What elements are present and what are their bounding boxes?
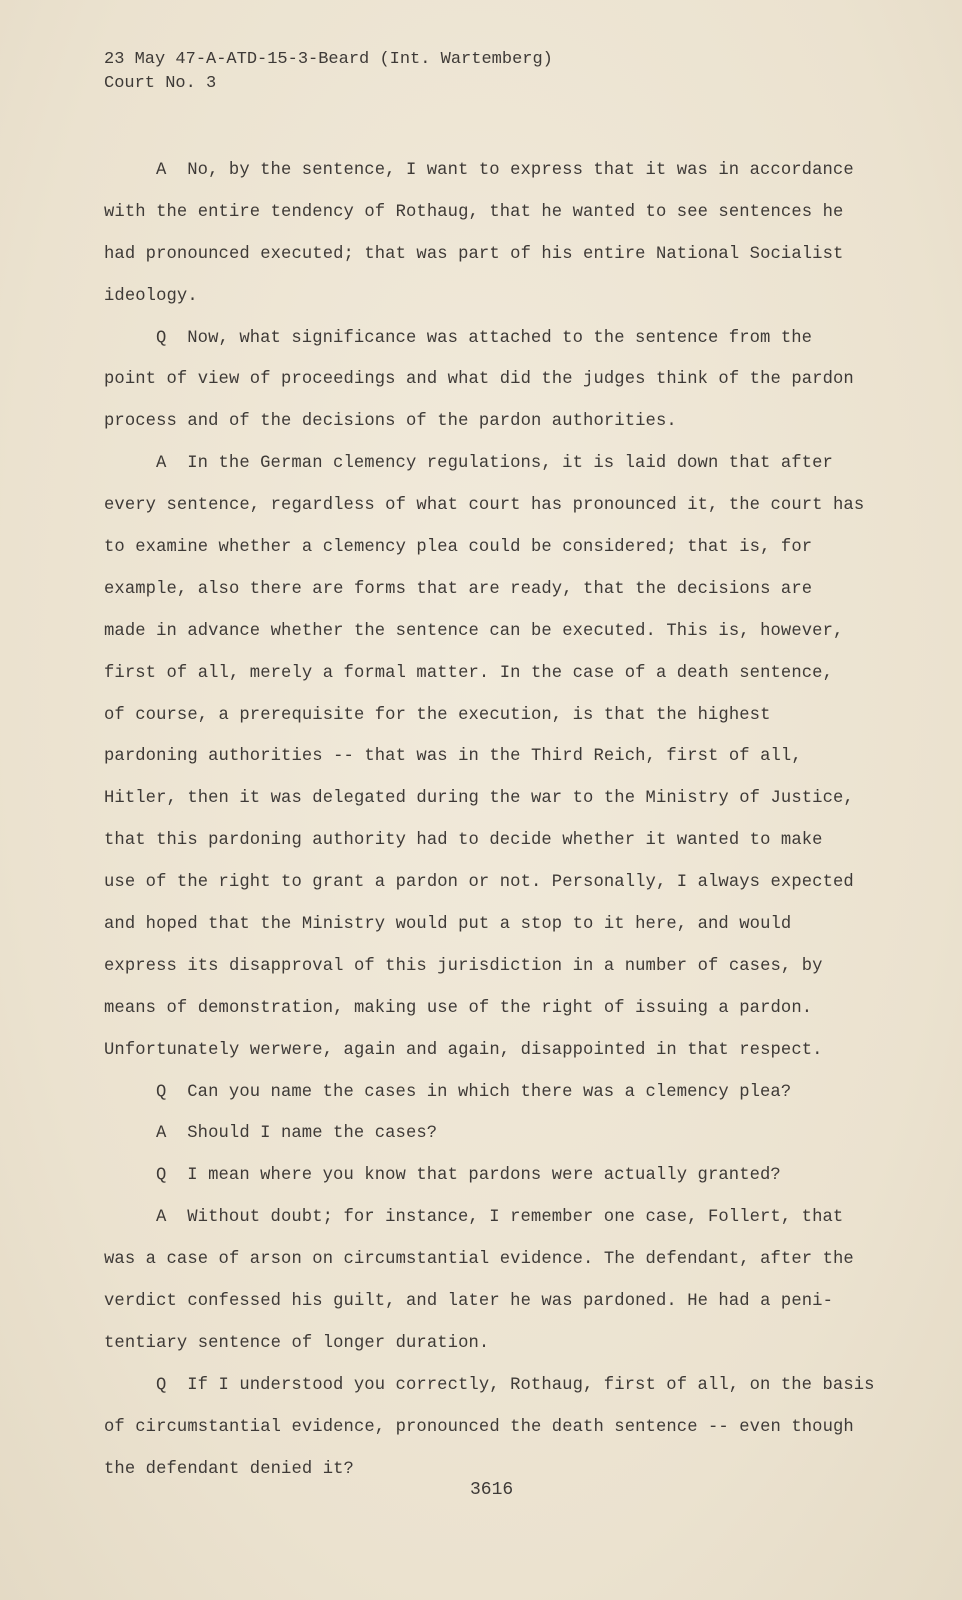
transcript-line: means of demonstration, making use of the right of issuing a pardon. bbox=[104, 998, 813, 1018]
transcript-line: process and of the decisions of the pardon authorities. bbox=[104, 412, 677, 432]
transcript-line: A Without doubt; for instance, I remember one case, Follert, that bbox=[156, 1208, 844, 1228]
transcript-line: express its disapproval of this jurisdiction in a number of cases, by bbox=[104, 956, 823, 976]
transcript-line: point of view of proceedings and what did the judges think of the pardon bbox=[104, 370, 854, 390]
transcript-line: first of all, merely a formal matter. In the case of a death sentence, bbox=[104, 663, 833, 683]
header-line-1: 23 May 47-A-ATD-15-3-Beard (Int. Wartemberg) bbox=[104, 50, 553, 69]
transcript-line: that this pardoning authority had to decide whether it wanted to make bbox=[104, 831, 823, 851]
transcript-line: Q If I understood you correctly, Rothaug, first of all, on the basis bbox=[156, 1375, 875, 1395]
transcript-line: of course, a prerequisite for the execution, is that the highest bbox=[104, 705, 771, 725]
transcript-line: A No, by the sentence, I want to express that it was in accordance bbox=[156, 161, 854, 180]
transcript-line: Q Now, what significance was attached to the sentence from the bbox=[156, 328, 813, 348]
transcript-line: A In the German clemency regulations, it is laid down that after bbox=[156, 454, 833, 474]
transcript-line: ideology. bbox=[104, 286, 198, 306]
transcript-line: every sentence, regardless of what court has pronounced it, the court has bbox=[104, 496, 865, 516]
transcript-line: tentiary sentence of longer duration. bbox=[104, 1333, 490, 1353]
document-header bbox=[104, 48, 553, 96]
transcript-line: Q I mean where you know that pardons were actually granted? bbox=[156, 1166, 781, 1186]
transcript-line: pardoning authorities -- that was in the Third Reich, first of all, bbox=[104, 747, 802, 767]
transcript-line: A Should I name the cases? bbox=[156, 1124, 438, 1144]
transcript-body bbox=[104, 150, 884, 1491]
transcript-line: to examine whether a clemency plea could be considered; that is, for bbox=[104, 538, 813, 558]
transcript-line: of circumstantial evidence, pronounced the death sentence -- even though bbox=[104, 1417, 854, 1437]
transcript-line: example, also there are forms that are ready, that the decisions are bbox=[104, 579, 813, 599]
transcript-line: Q Can you name the cases in which there was a clemency plea? bbox=[156, 1082, 792, 1102]
transcript-line: use of the right to grant a pardon or not. Personally, I always expected bbox=[104, 873, 854, 893]
transcript-line: with the entire tendency of Rothaug, that he wanted to see sentences he bbox=[104, 202, 844, 222]
transcript-line: the defendant denied it? bbox=[104, 1459, 354, 1479]
header-line-2: Court No. 3 bbox=[104, 74, 217, 93]
transcript-line: verdict confessed his guilt, and later he was pardoned. He had a peni- bbox=[104, 1292, 833, 1312]
transcript-line: Hitler, then it was delegated during the war to the Ministry of Justice, bbox=[104, 789, 854, 809]
page-number: 3616 bbox=[470, 1480, 514, 1500]
transcript-line: had pronounced executed; that was part of his entire National Socialist bbox=[104, 244, 844, 264]
transcript-line: was a case of arson on circumstantial evidence. The defendant, after the bbox=[104, 1250, 854, 1270]
transcript-line: and hoped that the Ministry would put a stop to it here, and would bbox=[104, 915, 792, 935]
transcript-line: made in advance whether the sentence can be executed. This is, however, bbox=[104, 621, 844, 641]
transcript-line: Unfortunately werwere, again and again, disappointed in that respect. bbox=[104, 1040, 823, 1060]
